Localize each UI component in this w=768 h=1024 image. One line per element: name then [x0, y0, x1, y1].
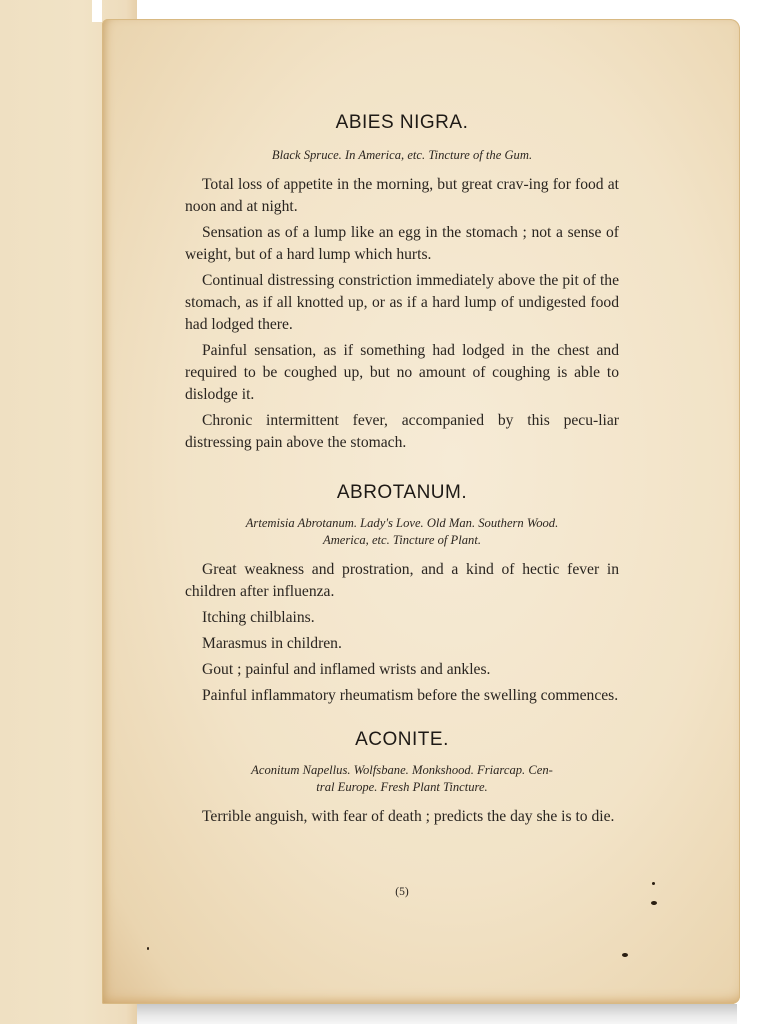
- paper-speck: [147, 947, 149, 950]
- entry-title: ABIES NIGRA.: [335, 112, 469, 133]
- page-gap: [92, 0, 102, 22]
- paragraph: Painful sensation, as if something had lodged in the chest and required to be coughed up, but no amount of coughing is able to dislodge it.: [185, 342, 619, 403]
- entry-title: ABROTANUM.: [336, 482, 468, 503]
- paragraph: Marasmus in children.: [202, 635, 342, 652]
- entry-subtitle: tral Europe. Fresh Plant Tincture.: [316, 780, 488, 794]
- entry-title: ACONITE.: [355, 729, 449, 750]
- paragraph: Painful inflammatory rheumatism before the swelling commences.: [202, 687, 619, 704]
- entry-subtitle: Aconitum Napellus. Wolfsbane. Monkshood. Friarcap. Cen-: [251, 763, 553, 777]
- entry-abrotanum: [185, 482, 619, 707]
- entry-subtitle: Black Spruce. In America, etc. Tincture of the Gum.: [271, 148, 533, 162]
- paper-speck: [651, 901, 657, 905]
- page-number: (5): [395, 886, 409, 898]
- paragraph: Gout ; painful and inflamed wrists and ankles.: [202, 661, 491, 678]
- paragraph: Sensation as of a lump like an egg in the stomach ; not a sense of weight, but of a hard lump which hurts.: [185, 224, 619, 263]
- paper-speck: [622, 953, 628, 957]
- paragraph: Chronic intermittent fever, accompanied by this pecu-liar distressing pain above the stomach.: [185, 412, 619, 451]
- paragraph: Itching chilblains.: [202, 609, 315, 626]
- entry-subtitle: America, etc. Tincture of Plant.: [323, 533, 481, 547]
- entry-aconite: [185, 729, 619, 828]
- paragraph: Total loss of appetite in the morning, but great crav-ing for food at noon and at night.: [185, 176, 619, 215]
- entry-subtitle: Artemisia Abrotanum. Lady's Love. Old Man. Southern Wood.: [245, 516, 559, 530]
- paragraph: Continual distressing constriction immediately above the pit of the stomach, as if all knotted up, or as if a hard lump of undigested food had lodged there.: [185, 272, 619, 333]
- page-shadow: [137, 1004, 737, 1024]
- entry-abies-nigra: [185, 112, 619, 454]
- paragraph: Terrible anguish, with fear of death ; predicts the day she is to die.: [202, 808, 615, 825]
- paper-speck: [652, 882, 655, 885]
- paragraph: Great weakness and prostration, and a kind of hectic fever in children after influenza.: [185, 561, 619, 600]
- page-text: [185, 108, 619, 828]
